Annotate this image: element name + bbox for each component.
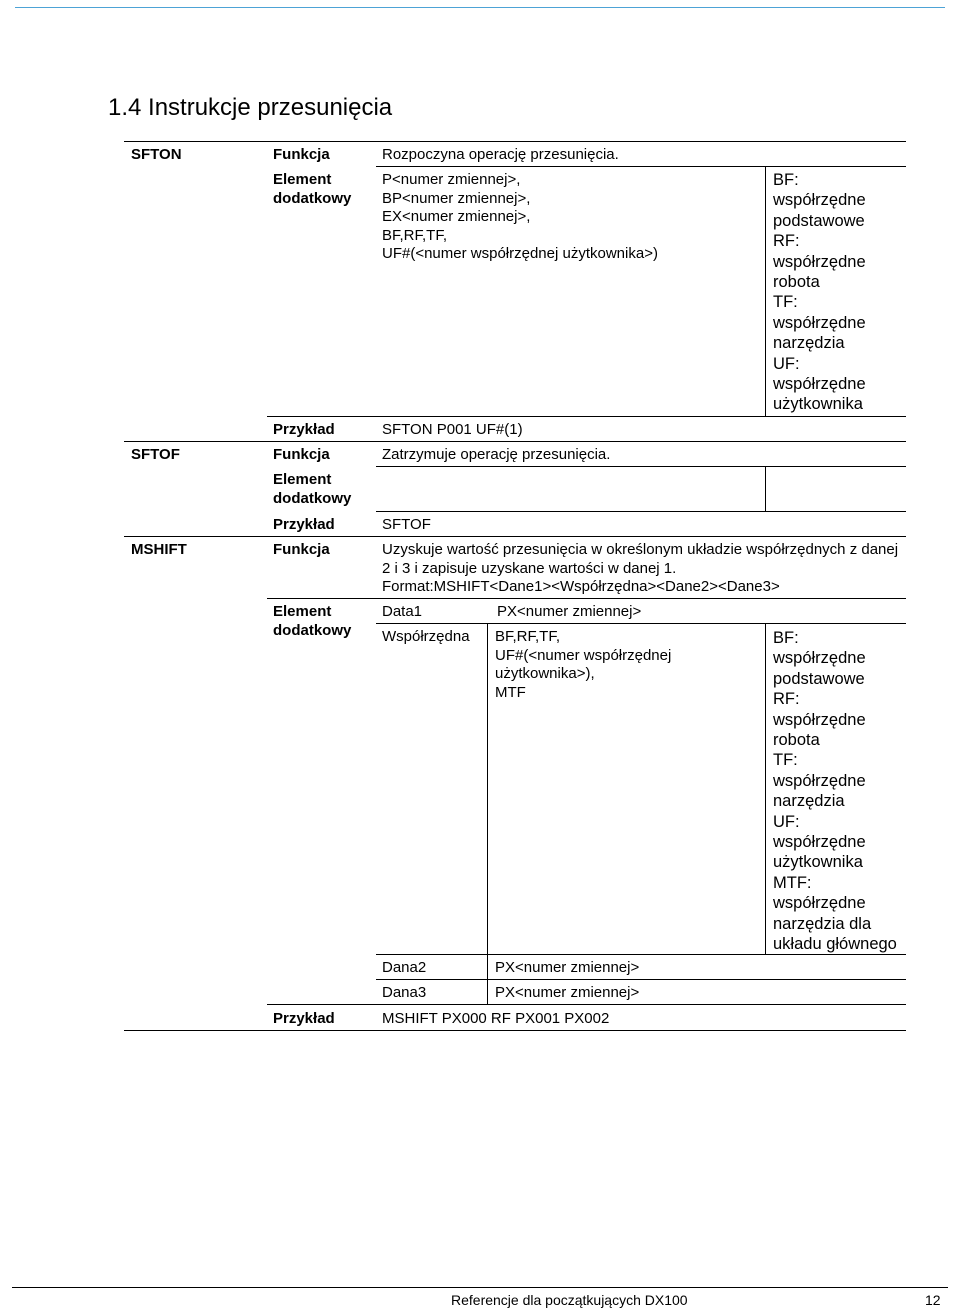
sftof-funkcja-text: Zatrzymuje operację przesunięcia. (382, 446, 611, 463)
mshift-coord-notes: BF: współrzędne podstawowe RF: współrzędne robota TF: współrzędne narzędzia UF: współrzędne użytkownika MTF: współrzędne narzędzia dla układu głównego (773, 629, 897, 954)
mshift-dana2-value: PX<numer zmiennej> (495, 959, 640, 976)
sftof-element-label: Element dodatkowy (273, 471, 352, 507)
instruction-name-mshift: MSHIFT (131, 541, 187, 558)
mshift-dana3-value: PX<numer zmiennej> (495, 984, 640, 1001)
mshift-coord-label: Współrzędna (382, 628, 470, 645)
footer-rule (12, 1287, 948, 1288)
sfton-przyklad-text: SFTON P001 UF#(1) (382, 421, 523, 438)
mshift-funkcja-label: Funkcja (273, 541, 330, 558)
sftof-przyklad-label: Przykład (273, 516, 335, 533)
mshift-coord-value: BF,RF,TF, UF#(<numer współrzędnej użytkownika>), MTF (495, 628, 672, 701)
mshift-data1-label: Data1 (382, 603, 423, 620)
page-number: 12 (925, 1292, 941, 1308)
sfton-funkcja-label: Funkcja (273, 146, 330, 163)
sfton-funkcja-text: Rozpoczyna operację przesunięcia. (382, 146, 619, 163)
sftof-funkcja-label: Funkcja (273, 446, 330, 463)
sftof-przyklad-text: SFTOF (382, 516, 431, 533)
mshift-funkcja-text: Uzyskuje wartość przesunięcia w określonym układzie współrzędnych z danej 2 i 3 i zapisuje uzyskane wartości w danej 1. Format:MSHIFT<Dane1><Współrzędna><Dane2><Dane3> (382, 541, 899, 595)
sfton-element-notes: BF: współrzędne podstawowe RF: współrzędne robota TF: współrzędne narzędzia UF: współrzędne użytkownika (773, 171, 866, 414)
sfton-element-values: P<numer zmiennej>, BP<numer zmiennej>, EX<numer zmiennej>, BF,RF,TF, UF#(<numer współrzędnej użytkownika>) (382, 171, 658, 262)
instruction-name-sfton: SFTON (131, 146, 182, 163)
instruction-name-sftof: SFTOF (131, 446, 180, 463)
header-accent-rule (15, 7, 945, 8)
mshift-przyklad-text: MSHIFT PX000 RF PX001 PX002 (382, 1010, 610, 1027)
mshift-przyklad-label: Przykład (273, 1010, 335, 1027)
mshift-dana3-label: Dana3 (382, 984, 427, 1001)
sfton-przyklad-label: Przykład (273, 421, 335, 438)
mshift-dana2-label: Dana2 (382, 959, 427, 976)
section-title: 1.4 Instrukcje przesunięcia (108, 94, 393, 121)
mshift-element-label: Element dodatkowy (273, 603, 352, 639)
mshift-data1-value: PX<numer zmiennej> (497, 603, 642, 620)
footer-doc-title: Referencje dla początkujących DX100 (451, 1292, 688, 1308)
sfton-element-label: Element dodatkowy (273, 171, 352, 207)
